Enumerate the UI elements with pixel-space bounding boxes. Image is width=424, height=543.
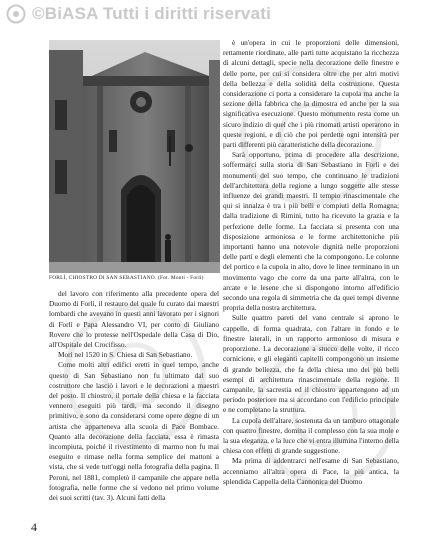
right-text-column	[223, 38, 399, 536]
watermark-header	[0, 0, 424, 28]
page-number: 4	[31, 520, 37, 534]
paragraph: Sarà opportuno, prima di procedere alla descrizione, soffermarci sulla storia di San Sebastiano in Forlì e dei monumenti del suo tempo, che continuano le tradizioni dell'architettura della regione a lungo soggette alle stesse influenze dei grandi maestri. Il tempio rinascimentale che qui si innalza è tra i più belli e compiuti della Romagna; dalla tradizione di Rimini, tutto ha ricevuto la grazia e la perfezione delle forme. La facciata si presenta con una disposizione armoniosa e le forme architettoniche più importanti hanno una notevole dignità nelle proporzioni delle parti e degli elementi che la compongono. Le colonne del portico e la cupola in alto, dove le linee terminano in un movimento vago che corre da una parte all'altra, con le arcate e le lesene che si dispongono intorno all'edificio secondo una regola di simmetria che da quei tempi divenne propria della nostra architettura.	[223, 150, 399, 313]
church-photograph	[49, 40, 220, 273]
paragraph: La cupola dell'altare, sostenuta da un tamburo ottagonale con quattro finestre, domina il complesso con la sua mole e la sua eleganza, e la luce che vi entra illumina l'interno della chiesa con effetti di grande suggestione.	[223, 415, 399, 456]
biasa-logo-icon	[6, 4, 26, 24]
paragraph: Ma prima di addentrarci nell'esame di San Sebastiano, accenniamo all'altra opera di Pace, la più antica, la splendida Cappella della Cannonica del Duomo	[223, 456, 399, 486]
paragraph: Morì nel 1520 in S. Chiesa di San Sebastiano.	[58, 350, 193, 360]
paragraph: del lavoro con riferimento alla precedente opera del Duomo di Forlì, il restauro del quale fu curato dai maestri lombardi che avevano in questi anni lavorato per i signori di Forlì e Papa Alessandro VI, per conto di Giuliano Rovere che lo protesse nell'Ospedale della Casa di Dio, all'Ospitale del Crocifisso.	[49, 289, 219, 350]
left-text-column	[49, 289, 219, 535]
watermark-text: ©BiASA Tutti i diritti riservati	[32, 4, 272, 23]
photo-caption: FORLÌ, CHIOSTRO DI SAN SEBASTIANO. (Fot. Monti - Forlì)	[49, 275, 204, 281]
church-facade-image	[49, 40, 220, 273]
paragraph: Sulle quattro pareti del vano centrale si aprono le cappelle, di forma quadrata, con l'altare in fondo e le finestre laterali, in un rapporto armonioso di misura e proporzione. La decorazione a stucco delle volte, il ricco cornicione, e gli eleganti capitelli compongono un insieme di grande bellezza, che fa della chiesa uno dei più belli esempi di architettura rinascimentale della regione. Il campanile, la sacrestia ed il chiostro appartengono ad un periodo posteriore ma si accordano con l'edificio principale e ne completano la struttura.	[223, 313, 399, 415]
paragraph: Come molti altri edifici eretti in quel tempo, anche questo di San Sebastiano non fu ultimato dal suo costruttore che lasciò i lavori e le decorazioni a maestri del posto. Il chiostro, il portale della chiesa e la facciata vennero eseguiti più tardi, ma secondo il disegno primitivo, e sono da considerarsi come opere degne di un artista che apparteneva alla scuola di Pace Bombace. Quanto alla decorazione della facciata, essa è rimasta incompiuta, poiché il rivestimento di marmo non fu mai eseguito e rimase nella forma semplice dei mattoni a vista, che si vede tutt'oggi nella fotografia della pagina. Il Peroni, nel 1881, completò il campanile che appare nella fotografia, nelle forme che si vedono nel primo volume dei suoi scritti (tav. 3). Alcuni fatti della	[49, 360, 219, 503]
paragraph: è un'opera in cui le proporzioni delle dimensioni, rettamente riordinate, alle parti tutte acquistano la ricchezza di alcuni dettagli, specie nella decorazione delle finestre e delle porte, per cui si considera oltre che per altri motivi della bellezza e della solidità della costruzione. Questa considerazione ci porta a considerare la cupola ma anche la sezione della fabbrica che la dimostra ed anche per la sua significativa esecuzione. Questo monumento resta come un sicuro indizio di quel che i più rinomati artisti operarono in queste regioni, e di ciò che poi perdette ogni intensità per parti differenti più caratteristiche della decorazione.	[223, 38, 399, 150]
